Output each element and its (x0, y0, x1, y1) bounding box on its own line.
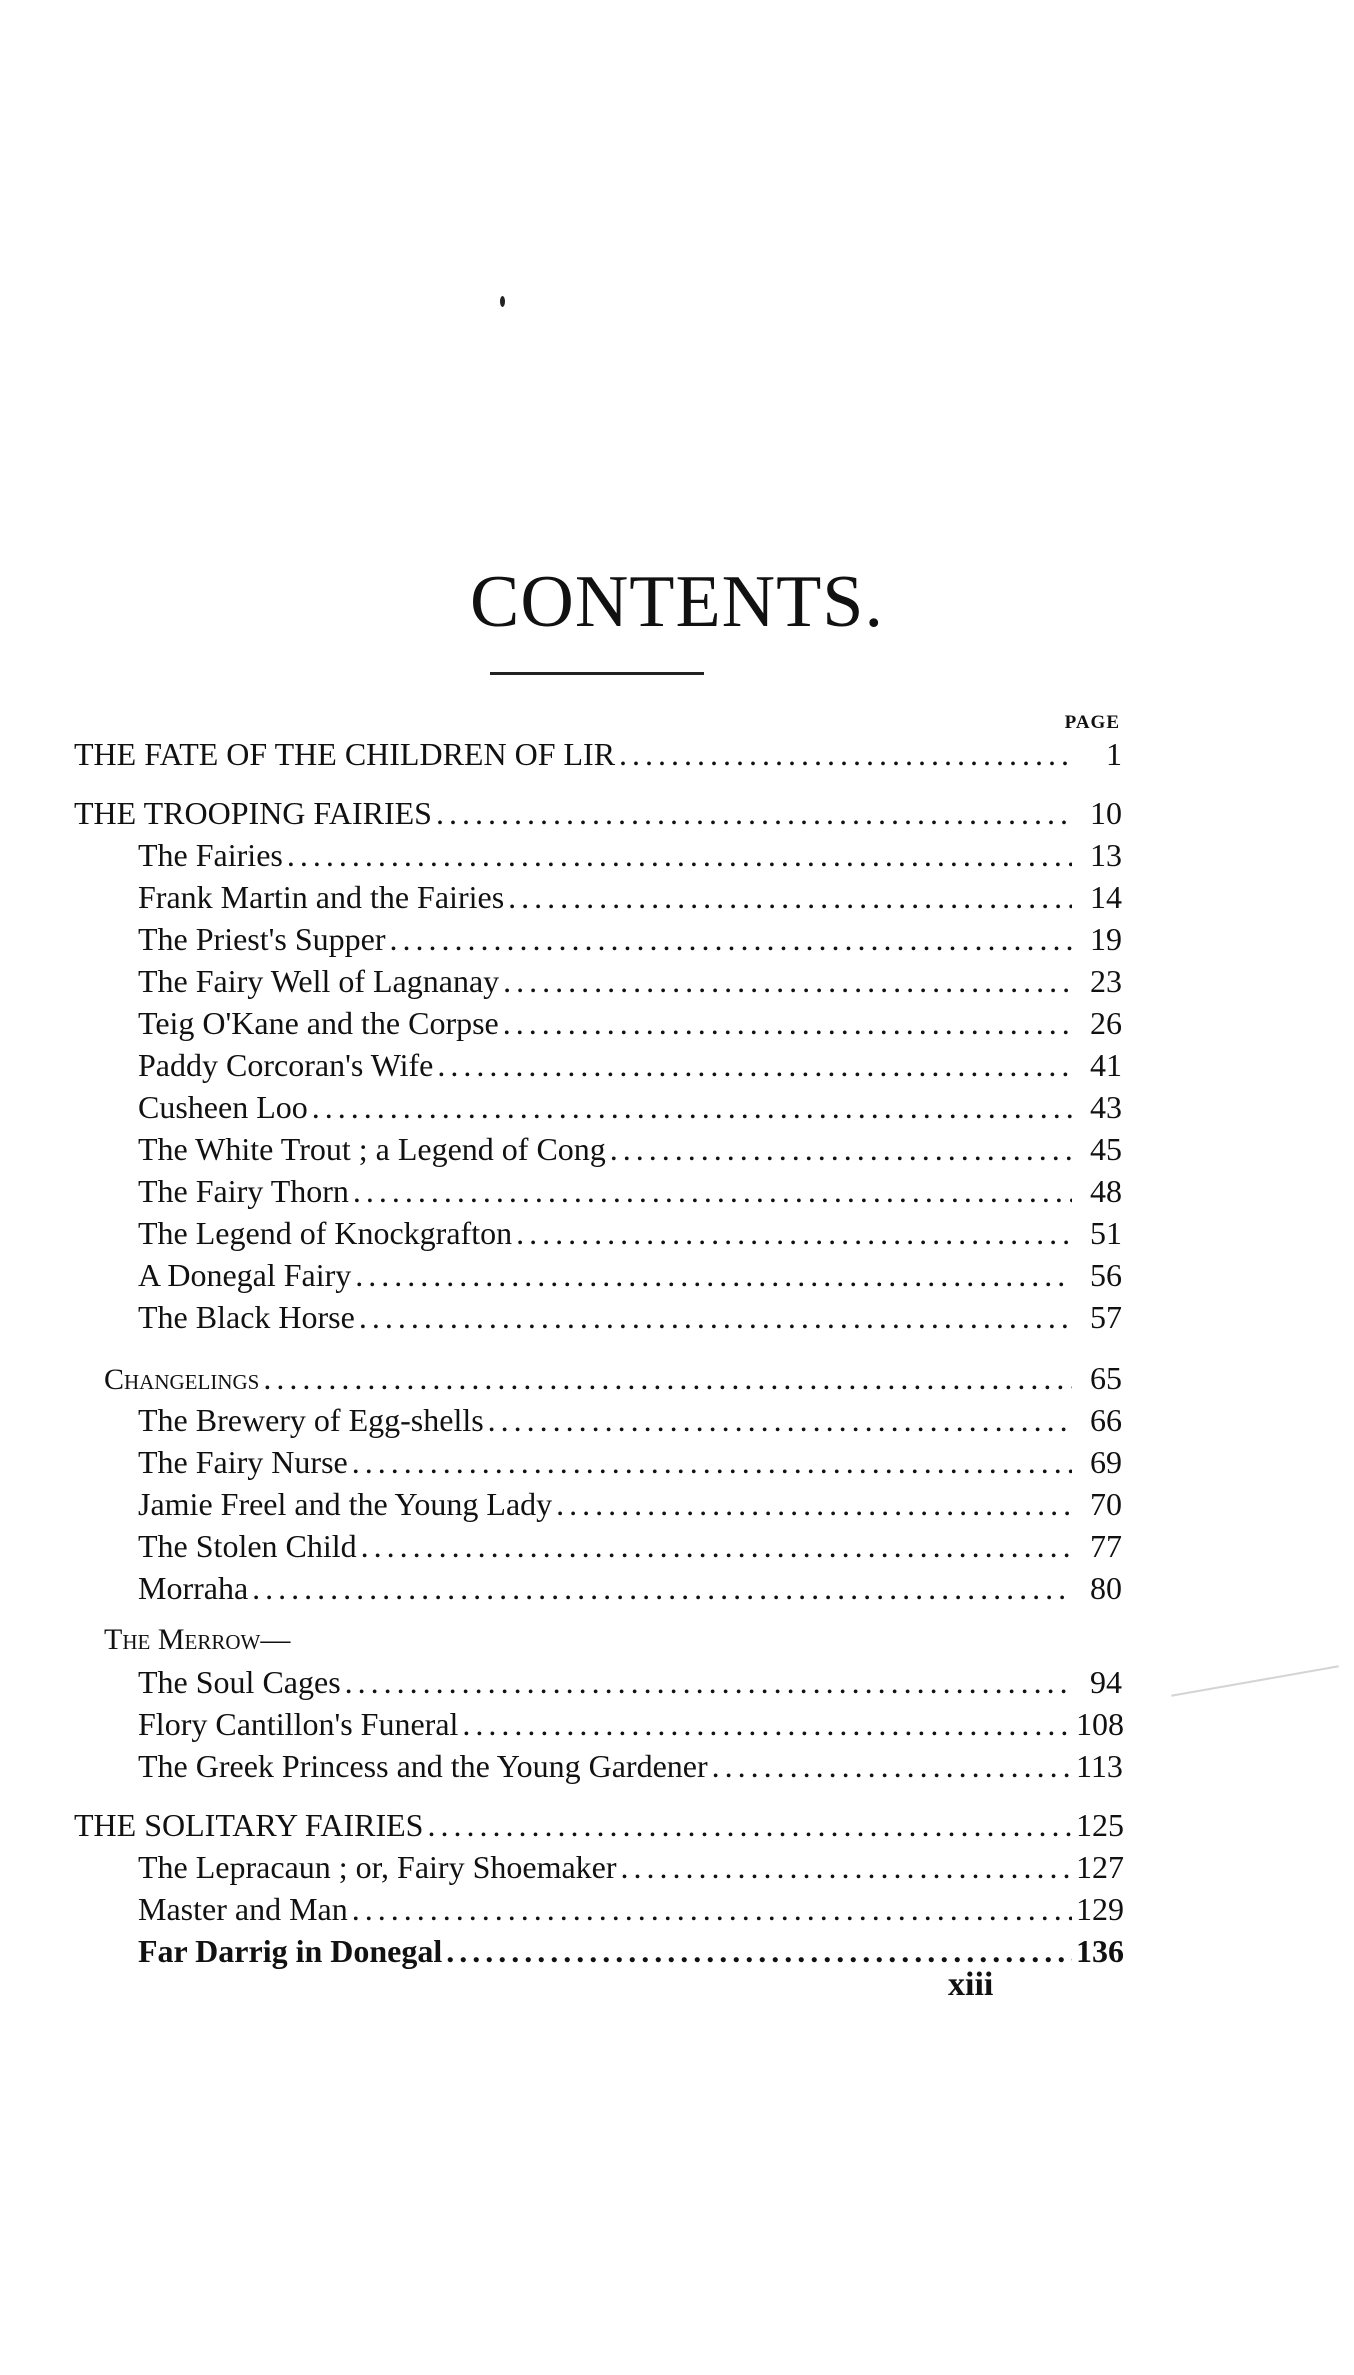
toc-entry-cusheen-loo[interactable] (138, 1087, 1122, 1127)
leader-dots (352, 1889, 1072, 1929)
toc-entry-page: 70 (1090, 1486, 1122, 1522)
toc-entry-page: 136 (1076, 1933, 1124, 1969)
toc-entry-knockgrafton[interactable] (138, 1213, 1122, 1253)
toc-entry-teig-okane[interactable] (138, 1003, 1122, 1043)
toc-entry-master-and-man[interactable] (138, 1889, 1122, 1929)
toc-entry-page: 125 (1076, 1807, 1124, 1843)
toc-entry-title: A Donegal Fairy (138, 1257, 352, 1293)
toc-entry-priests-supper[interactable] (138, 919, 1122, 959)
toc-entry-fairy-thorn[interactable] (138, 1171, 1122, 1211)
toc-entry-black-horse[interactable] (138, 1297, 1122, 1337)
toc-entry-title: THE SOLITARY FAIRIES (74, 1807, 424, 1843)
toc-entry-title: The White Trout ; a Legend of Cong (138, 1131, 606, 1167)
toc-entry-title: Cusheen Loo (138, 1089, 308, 1125)
toc-entry-frank-martin[interactable] (138, 877, 1122, 917)
toc-entry-title: The Fairies (138, 837, 283, 873)
toc-entry-page: 94 (1090, 1664, 1122, 1700)
toc-entry-title: The Black Horse (138, 1299, 355, 1335)
toc-entry-title: The Legend of Knockgrafton (138, 1215, 513, 1251)
toc-entry-title: The Priest's Supper (138, 921, 386, 957)
leader-dots (427, 1805, 1072, 1845)
leader-dots (621, 1847, 1072, 1887)
leader-dots (361, 1526, 1072, 1566)
toc-entry-title: Frank Martin and the Fairies (138, 879, 505, 915)
toc-entry-changelings[interactable] (104, 1358, 1122, 1400)
leader-dots (556, 1484, 1072, 1524)
toc-entry-page: 69 (1090, 1444, 1122, 1480)
page-title: CONTENTS. (470, 561, 884, 643)
toc-entry-page: 10 (1090, 795, 1122, 831)
leader-dots (355, 1255, 1072, 1295)
leader-dots (619, 734, 1072, 774)
toc-entry-page: 14 (1090, 879, 1122, 915)
leader-dots (390, 919, 1072, 959)
toc-entry-page: 77 (1090, 1528, 1122, 1564)
toc-entry-stolen-child[interactable] (138, 1526, 1122, 1566)
toc-entry-page: 57 (1090, 1299, 1122, 1335)
leader-dots (352, 1442, 1072, 1482)
toc-entry-page: 127 (1076, 1849, 1124, 1885)
leader-dots (252, 1568, 1072, 1608)
toc-entry-title: THE FATE OF THE CHILDREN OF LIR (74, 736, 616, 772)
toc-entry-title: THE TROOPING FAIRIES (74, 795, 432, 831)
toc-entry-trooping-fairies[interactable] (74, 793, 1122, 833)
leader-dots (312, 1087, 1072, 1127)
toc-entry-page: 13 (1090, 837, 1122, 873)
leader-dots (353, 1171, 1072, 1211)
toc-entry-title: Master and Man (138, 1891, 348, 1927)
toc-entry-title: Changelings (104, 1363, 260, 1396)
toc-entry-fairy-nurse[interactable] (138, 1442, 1122, 1482)
leader-dots (508, 877, 1072, 917)
leader-dots (359, 1297, 1072, 1337)
leader-dots (462, 1704, 1072, 1744)
toc-entry-page: 19 (1090, 921, 1122, 957)
toc-entry-page: 48 (1090, 1173, 1122, 1209)
toc-entry-page: 129 (1076, 1891, 1124, 1927)
leader-dots (263, 1358, 1072, 1398)
toc-entry-lepracaun[interactable] (138, 1847, 1122, 1887)
leader-dots (503, 961, 1072, 1001)
toc-entry-page: 108 (1076, 1706, 1124, 1742)
toc-entry-page: 65 (1090, 1360, 1122, 1396)
leader-dots (503, 1003, 1072, 1043)
toc-entry-title: The Fairy Nurse (138, 1444, 348, 1480)
toc-entry-page: 113 (1076, 1748, 1123, 1784)
toc-entry-page: 41 (1090, 1047, 1122, 1083)
page-folio: xiii (948, 1966, 994, 2003)
toc-entry-title: Paddy Corcoran's Wife (138, 1047, 434, 1083)
toc-entry-title: The Fairy Well of Lagnanay (138, 963, 500, 999)
toc-entry-brewery-egg-shells[interactable] (138, 1400, 1122, 1440)
toc-entry-title: Far Darrig in Donegal (138, 1933, 443, 1969)
leader-dots (516, 1213, 1072, 1253)
toc-entry-title: Flory Cantillon's Funeral (138, 1706, 459, 1742)
toc-entry-morraha[interactable] (138, 1568, 1122, 1608)
toc-entry-page: 45 (1090, 1131, 1122, 1167)
toc-entry-greek-princess[interactable] (138, 1746, 1122, 1786)
leader-dots (287, 835, 1072, 875)
toc-entry-solitary-fairies[interactable] (74, 1805, 1122, 1845)
toc-entry-donegal-fairy[interactable] (138, 1255, 1122, 1295)
toc-entry-page: 1 (1106, 736, 1122, 772)
toc-entry-page: 80 (1090, 1570, 1122, 1606)
toc-entry-children-of-lir[interactable] (74, 734, 1122, 774)
leader-dots (437, 1045, 1072, 1085)
toc-entry-fairy-well[interactable] (138, 961, 1122, 1001)
toc-entry-paddy-corcoran[interactable] (138, 1045, 1122, 1085)
toc-entry-the-fairies[interactable] (138, 835, 1122, 875)
toc-entry-title: Jamie Freel and the Young Lady (138, 1486, 553, 1522)
toc-entry-title: The Soul Cages (138, 1664, 341, 1700)
leader-dots (712, 1746, 1072, 1786)
toc-entry-page: 43 (1090, 1089, 1122, 1125)
toc-entry-page: 51 (1090, 1215, 1122, 1251)
leader-dots (436, 793, 1072, 833)
toc-entry-title: Teig O'Kane and the Corpse (138, 1005, 499, 1041)
leader-dots (610, 1129, 1072, 1169)
page-column-label: PAGE (1064, 712, 1120, 733)
toc-entry-page: 23 (1090, 963, 1122, 999)
toc-entry-far-darrig[interactable] (138, 1931, 1122, 1971)
toc-entry-page: 26 (1090, 1005, 1122, 1041)
toc-entry-title: The Greek Princess and the Young Gardener (138, 1748, 708, 1784)
toc-entry-white-trout[interactable] (138, 1129, 1122, 1169)
toc-entry-title: The Stolen Child (138, 1528, 357, 1564)
toc-entry-title: Morraha (138, 1570, 249, 1606)
toc-entry-jamie-freel[interactable] (138, 1484, 1122, 1524)
leader-dots (446, 1931, 1072, 1971)
toc-entry-title: The Brewery of Egg-shells (138, 1402, 484, 1438)
toc-entry-title: The Lepracaun ; or, Fairy Shoemaker (138, 1849, 617, 1885)
leader-dots (488, 1400, 1072, 1440)
leader-dots (345, 1662, 1072, 1702)
toc-entry-page: 66 (1090, 1402, 1122, 1438)
toc-entry-flory-cantillon[interactable] (138, 1704, 1122, 1744)
toc-entry-title: The Fairy Thorn (138, 1173, 349, 1209)
toc-entry-page: 56 (1090, 1257, 1122, 1293)
toc-section-merrow: The Merrow— (104, 1623, 291, 1656)
toc-entry-soul-cages[interactable] (138, 1662, 1122, 1702)
